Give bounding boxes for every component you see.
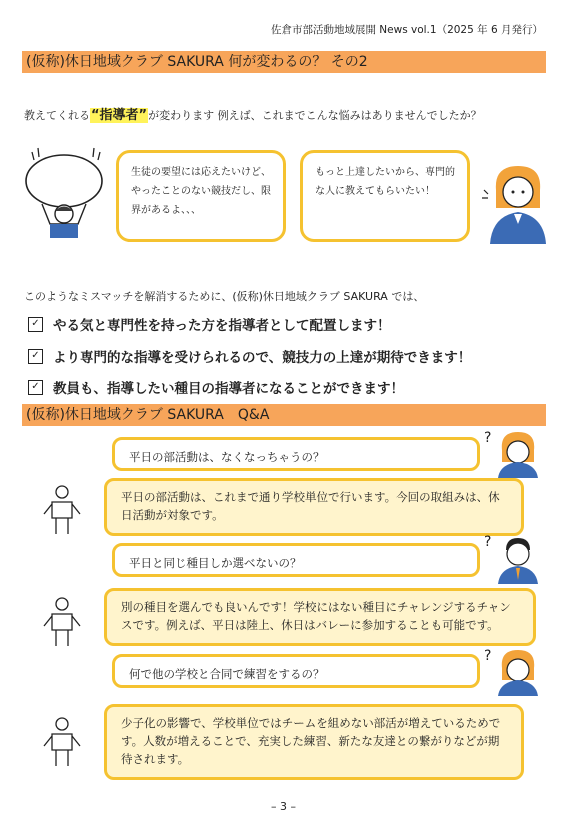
answer-text: 平日の部活動は、これまで通り学校単位で行います。今回の取組みは、休日活動が対象です。 [121, 490, 500, 522]
worry-bubble-teacher [116, 150, 286, 242]
answer-text: 別の種目を選んでも良いんです！学校にはない種目にチャレンジするチャンスです。例えば、平日は陸上、休日はバレーに参加することも可能です。 [121, 600, 511, 632]
intro-text [24, 104, 482, 123]
staff-person-icon [40, 484, 84, 536]
answer-box [104, 704, 524, 780]
answer-text: 少子化の影響で、学校単位ではチームを組めない部活が増えているためです。人数が増えることで、充実した練習、新たな友達との繋がりなどが期待されます。 [121, 716, 501, 766]
question-text: 平日と同じ種目しか選べないの？ [129, 556, 302, 570]
student-girl-thinking-icon [484, 644, 540, 696]
lead-text: このようなミスマッチを解消するために、(仮称)休日地域クラブ SAKURA では、 [24, 290, 425, 303]
answer-box [104, 588, 536, 646]
svg-text:?: ? [484, 430, 492, 446]
staff-person-icon [40, 596, 84, 648]
teacher-illustration [14, 148, 114, 238]
page-number: – 3 – [271, 800, 296, 813]
staff-person-icon [40, 716, 84, 768]
checklist-item [28, 377, 404, 397]
student-girl-illustration [482, 160, 552, 244]
worry-text-teacher: 生徒の要望には応えたいけど、やったことのない競技だし、限界があるよ、、、 [131, 167, 271, 216]
section-title-changes: (仮称)休日地域クラブ SAKURA 何が変わるの？ その2 [22, 51, 546, 73]
worry-bubble-student [300, 150, 470, 242]
svg-text:?: ? [484, 534, 492, 550]
checkbox-icon: ✓ [28, 349, 43, 364]
answer-box [104, 478, 524, 536]
student-girl-thinking-icon [484, 426, 540, 478]
checklist-text: やる気と専門性を持った方を指導者として配置します！ [53, 318, 391, 334]
checkbox-icon: ✓ [28, 317, 43, 332]
question-box [112, 654, 480, 688]
worry-text-student: もっと上達したいから、専門的な人に教えてもらいたい！ [315, 167, 455, 197]
checklist-text: より専門的な指導を受けられるので、競技力の上達が期待できます！ [53, 350, 472, 366]
question-text: 平日の部活動は、なくなっちゃうの？ [129, 450, 325, 464]
newsletter-header: 佐倉市部活動地域展開 News vol.1（2025 年 6 月発行） [270, 24, 543, 36]
checklist-item [28, 346, 471, 366]
question-text: 何で他の学校と合同で練習をするの？ [129, 667, 325, 681]
checklist-item [28, 314, 391, 334]
section-title-qa: (仮称)休日地域クラブ SAKURA Q&A [22, 404, 546, 426]
checkbox-icon: ✓ [28, 380, 43, 395]
question-box [112, 543, 480, 577]
intro-after: が変わります 例えば、これまでこんな悩みはありませんでしたか？ [148, 109, 482, 122]
checklist-text: 教員も、指導したい種目の指導者になることができます！ [53, 381, 404, 397]
question-box [112, 437, 480, 471]
intro-highlight: “指導者” [91, 108, 148, 123]
intro-before: 教えてくれる [24, 109, 90, 122]
svg-text:?: ? [484, 648, 492, 664]
student-boy-thinking-icon [484, 530, 540, 584]
